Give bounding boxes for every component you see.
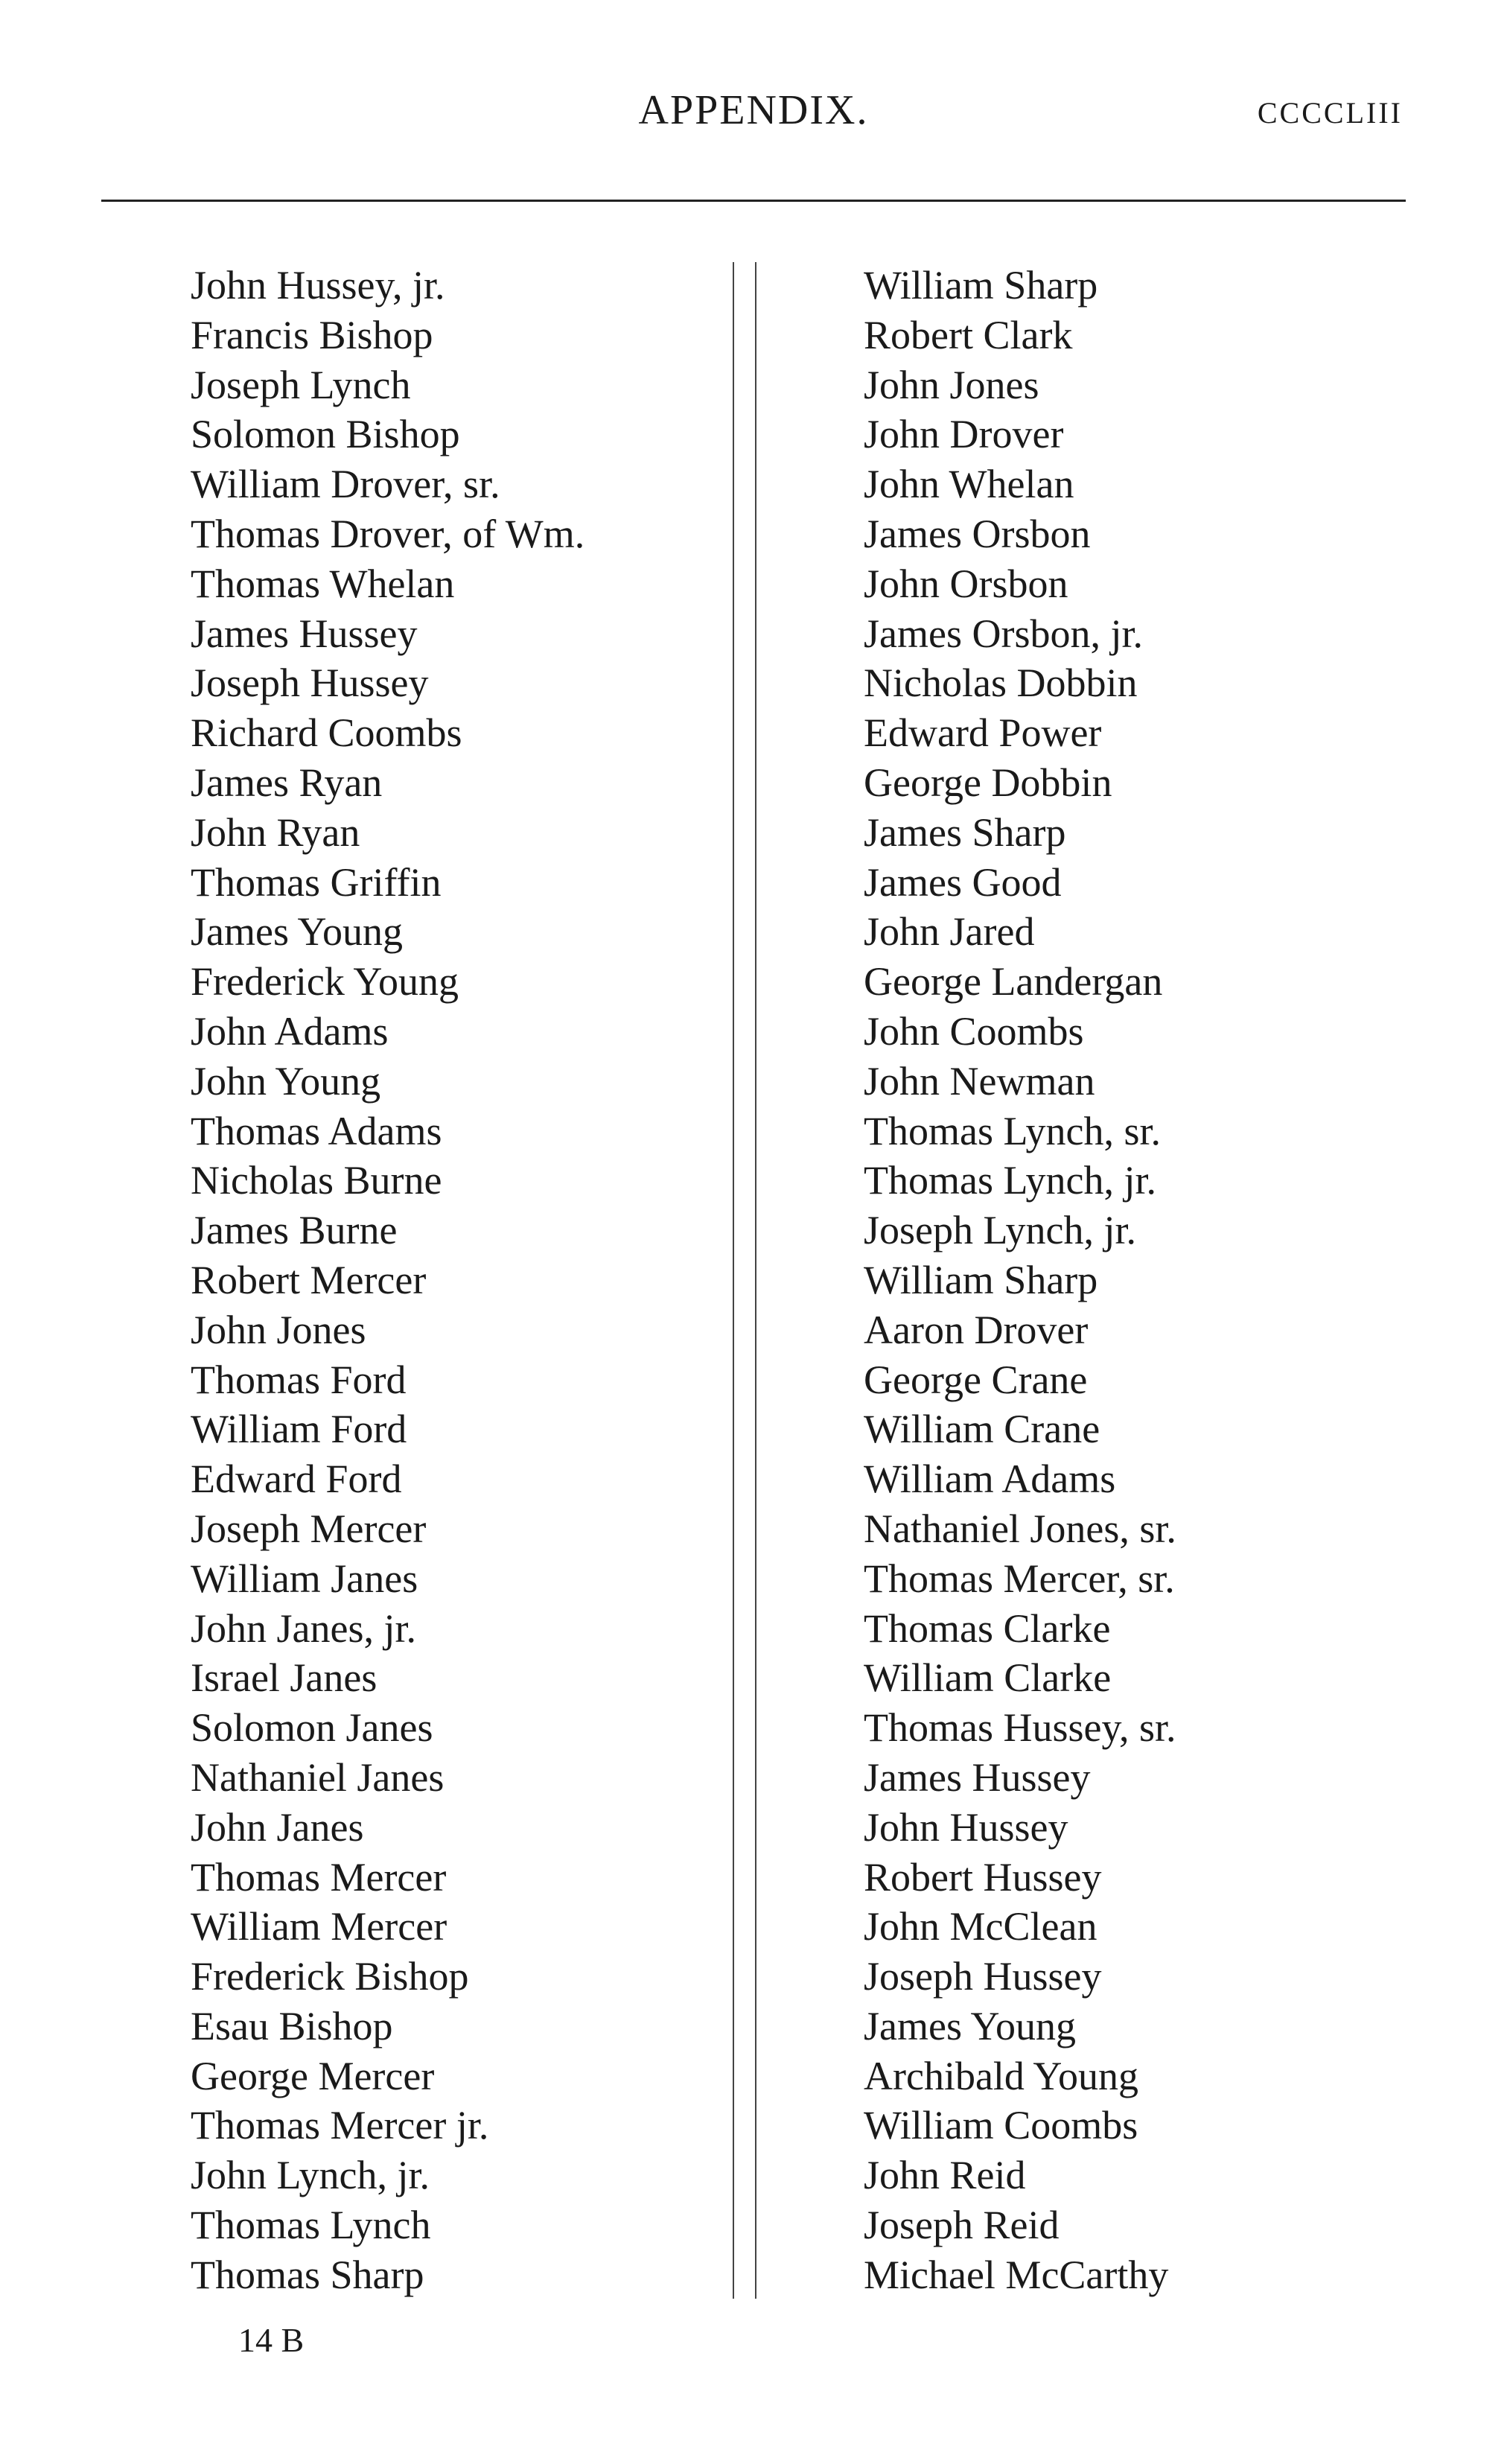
name-entry: Joseph Lynch [191, 362, 411, 407]
name-entry: William Ford [191, 1407, 407, 1452]
name-entry: John McClean [864, 1904, 1097, 1949]
page-title: APPENDIX. [638, 87, 869, 133]
name-entry: John Reid [864, 2153, 1026, 2198]
name-entry: Richard Coombs [191, 710, 462, 756]
name-entry: John Hussey, jr. [191, 263, 445, 308]
name-entry: Aaron Drover [864, 1307, 1089, 1352]
name-entry: William Coombs [864, 2103, 1138, 2148]
name-entry: Nathaniel Jones, sr. [864, 1506, 1176, 1551]
column-divider-line [755, 262, 756, 2299]
name-entry: Archibald Young [864, 2053, 1139, 2098]
name-entry: John Hussey [864, 1804, 1068, 1850]
name-entry: Thomas Lynch [191, 2203, 431, 2248]
name-entry: William Drover, sr. [191, 462, 500, 507]
name-entry: Thomas Lynch, sr. [864, 1108, 1161, 1153]
name-entry: Thomas Lynch, jr. [864, 1158, 1156, 1203]
name-entry: Thomas Mercer [191, 1854, 447, 1900]
name-entry: William Crane [864, 1407, 1100, 1452]
name-entry: John Adams [191, 1008, 389, 1054]
name-entry: John Lynch, jr. [191, 2153, 430, 2198]
name-entry: James Young [864, 2003, 1077, 2048]
name-list-right-column [864, 261, 1176, 2300]
name-entry: Thomas Mercer, sr. [864, 1556, 1175, 1601]
name-entry: William Sharp [864, 1257, 1098, 1302]
name-entry: Esau Bishop [191, 2003, 393, 2048]
name-entry: George Crane [864, 1357, 1088, 1402]
name-entry: John Jones [864, 362, 1039, 407]
name-entry: William Adams [864, 1457, 1116, 1502]
name-entry: Frederick Bishop [191, 1954, 469, 1999]
name-entry: Francis Bishop [191, 312, 433, 357]
name-entry: George Landergan [864, 959, 1163, 1005]
name-entry: Thomas Ford [191, 1357, 407, 1402]
name-entry: John Newman [864, 1058, 1095, 1104]
name-entry: Joseph Reid [864, 2203, 1060, 2248]
name-entry: Thomas Adams [191, 1108, 442, 1153]
header-rule [101, 200, 1406, 202]
name-entry: Thomas Drover, of Wm. [191, 511, 585, 556]
name-entry: George Dobbin [864, 760, 1112, 805]
name-entry: Joseph Hussey [864, 1954, 1102, 1999]
name-entry: James Orsbon [864, 511, 1091, 556]
name-entry: James Burne [191, 1208, 398, 1253]
name-entry: Thomas Clarke [864, 1605, 1111, 1651]
name-entry: Thomas Sharp [191, 2252, 424, 2297]
name-entry: Thomas Hussey, sr. [864, 1705, 1176, 1751]
name-entry: Thomas Griffin [191, 859, 442, 905]
name-entry: Robert Mercer [191, 1257, 427, 1302]
name-entry: John Jared [864, 909, 1035, 955]
name-entry: Joseph Hussey [191, 660, 429, 706]
name-entry: Frederick Young [191, 959, 459, 1005]
name-entry: Joseph Mercer [191, 1506, 427, 1551]
name-entry: Thomas Mercer jr. [191, 2103, 489, 2148]
name-entry: Solomon Bishop [191, 412, 460, 457]
name-entry: Robert Clark [864, 312, 1073, 357]
column-divider-line [733, 262, 734, 2299]
name-entry: John Jones [191, 1307, 366, 1352]
name-entry: John Orsbon [864, 561, 1068, 606]
name-entry: John Young [191, 1058, 381, 1104]
name-entry: John Ryan [191, 809, 360, 855]
name-entry: William Sharp [864, 263, 1098, 308]
name-entry: James Hussey [864, 1754, 1091, 1800]
name-entry: William Janes [191, 1556, 418, 1601]
printer-signature-mark: 14 B [238, 2321, 305, 2359]
name-entry: James Hussey [191, 611, 418, 656]
name-entry: John Janes, jr. [191, 1605, 416, 1651]
name-entry: Nicholas Dobbin [864, 660, 1138, 706]
name-entry: Michael McCarthy [864, 2252, 1169, 2297]
name-list-left-column [191, 261, 584, 2300]
name-entry: Nathaniel Janes [191, 1754, 445, 1800]
name-entry: Edward Ford [191, 1457, 402, 1502]
name-entry: Joseph Lynch, jr. [864, 1208, 1136, 1253]
page-number: CCCCLIII [1257, 96, 1403, 130]
name-entry: James Young [191, 909, 404, 955]
name-entry: George Mercer [191, 2053, 435, 2098]
name-entry: John Janes [191, 1804, 364, 1850]
name-entry: John Drover [864, 412, 1064, 457]
name-entry: Robert Hussey [864, 1854, 1102, 1900]
name-entry: John Whelan [864, 462, 1074, 507]
name-entry: William Clarke [864, 1655, 1112, 1701]
name-entry: Edward Power [864, 710, 1102, 756]
name-entry: Solomon Janes [191, 1705, 433, 1751]
name-entry: William Mercer [191, 1904, 447, 1949]
name-entry: John Coombs [864, 1008, 1084, 1054]
name-entry: James Sharp [864, 809, 1066, 855]
name-entry: James Orsbon, jr. [864, 611, 1143, 656]
name-entry: James Good [864, 859, 1062, 905]
name-entry: James Ryan [191, 760, 383, 805]
name-entry: Israel Janes [191, 1655, 377, 1701]
name-entry: Thomas Whelan [191, 561, 455, 606]
name-entry: Nicholas Burne [191, 1158, 442, 1203]
